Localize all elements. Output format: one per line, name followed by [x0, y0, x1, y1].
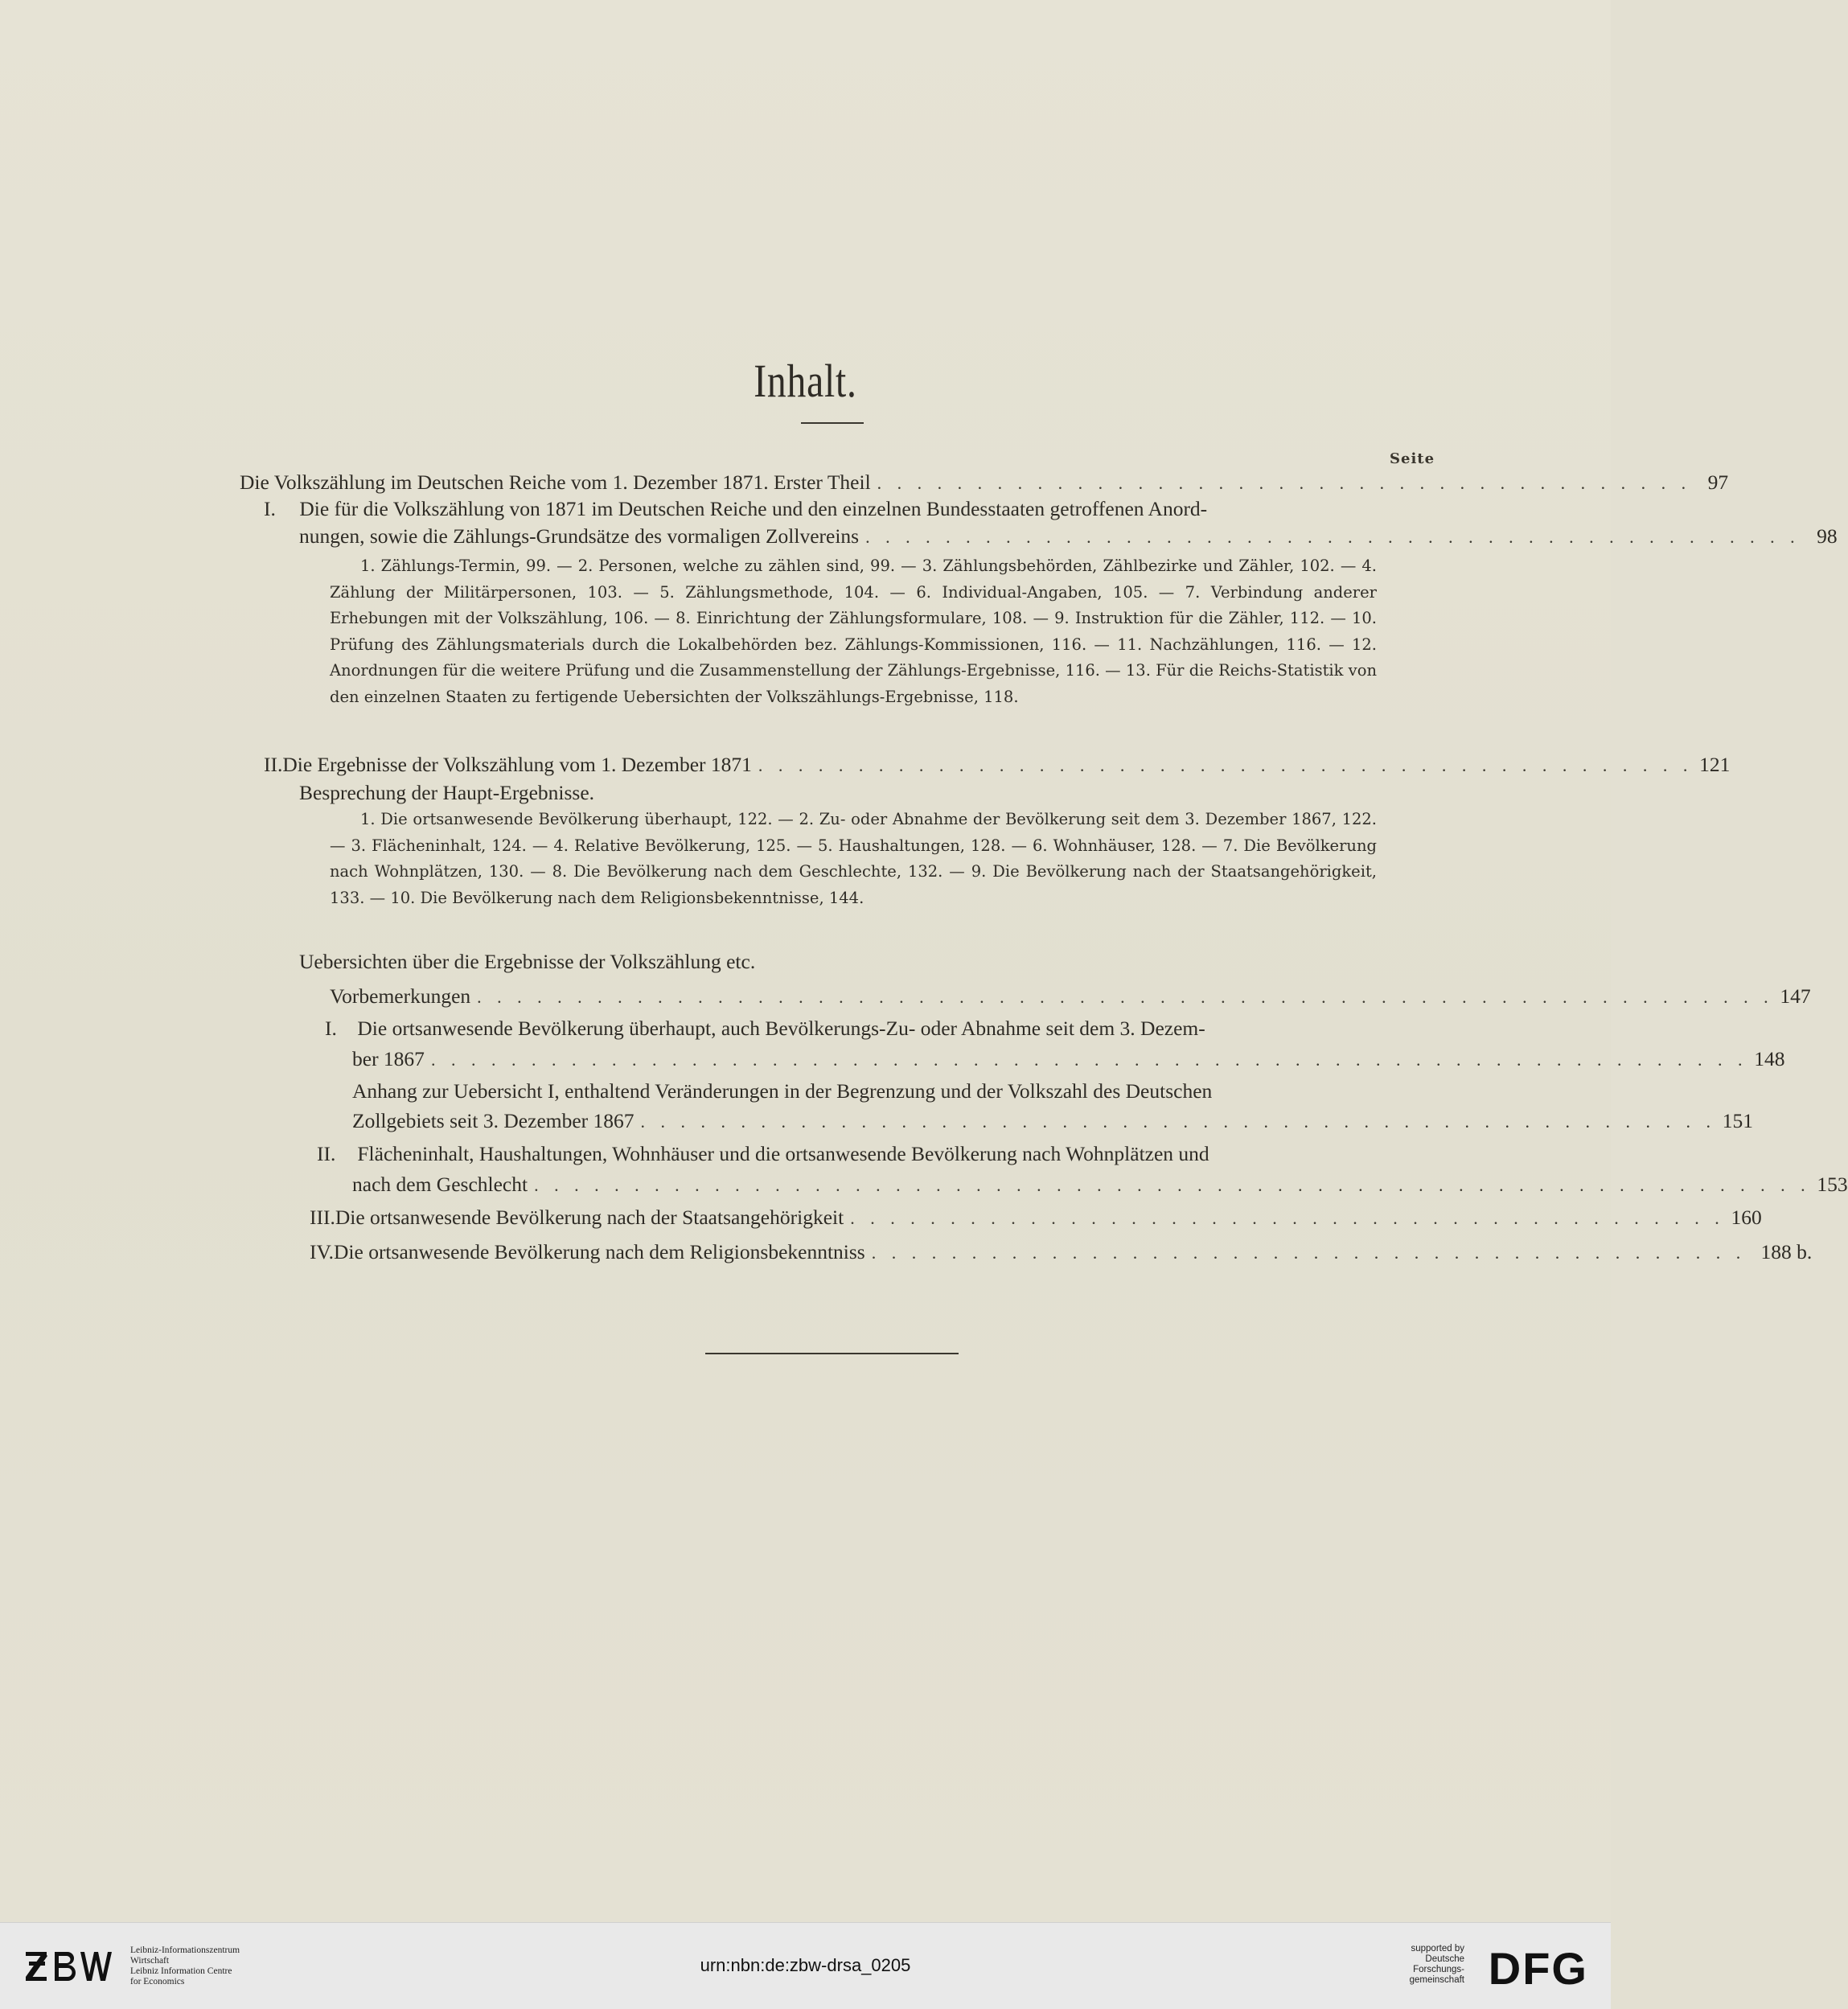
toc-entry-sec2: [264, 752, 1731, 779]
toc-entry-sec1-line1: [264, 496, 1383, 522]
toc-entry-text: nach dem Geschlecht: [352, 1173, 528, 1196]
leader-dots: . . . . . . . . . . . . . . . . . . . . . . . . . . . . . . . . . . . . . . . . . . . .: [850, 1208, 1725, 1228]
page-number: 160: [1731, 1206, 1762, 1229]
page-number: 98: [1817, 524, 1838, 548]
page-number: 148: [1754, 1047, 1785, 1070]
toc-entry-sec1-line2: [299, 524, 1838, 550]
toc-entry-text: Die ortsanwesende Bevölkerung nach der Staatsangehörigkeit: [335, 1206, 844, 1229]
leader-dots: . . . . . . . . . . . . . . . . . . . . . . . . . . . . . . . . . . . . . . . . . . . . . . .: [865, 527, 1801, 547]
leader-dots: . . . . . . . . . . . . . . . . . . . . . . . . . . . . . . . . . . . . . . . . . . . . . . . . . . . . . .: [640, 1111, 1717, 1132]
dfg-logo: DFG: [1488, 1943, 1588, 1994]
toc-entry-text: Zollgebiets seit 3. Dezember 1867: [352, 1109, 634, 1132]
roman-numeral: II.: [264, 753, 283, 776]
roman-numeral: I.: [325, 1017, 337, 1040]
toc-entry-text: Vorbemerkungen: [330, 984, 471, 1008]
dfg-caption-line: gemeinschaft: [1409, 1975, 1464, 1985]
toc-entry-anhang-line1: Anhang zur Uebersicht I, enthaltend Veränderungen in der Begrenzung und der Volkszahl des Deutschen: [352, 1079, 1213, 1103]
section-heading-uebersichten: Uebersichten über die Ergebnisse der Volkszählung etc.: [299, 950, 756, 973]
zbw-caption-line: for Economics: [130, 1977, 185, 1986]
toc-entry-u2-line1: [317, 1141, 1383, 1167]
toc-entry-text: nungen, sowie die Zählungs-Grundsätze des vormaligen Zollvereins: [299, 524, 860, 548]
dfg-caption-line: Deutsche: [1425, 1954, 1464, 1964]
toc-entry-text: Flächeninhalt, Haushaltungen, Wohnhäuser und die ortsanwesende Bevölkerung nach Wohnplätzen und: [357, 1142, 1209, 1165]
dfg-caption-line: supported by: [1411, 1944, 1464, 1954]
roman-numeral: III.: [310, 1206, 335, 1229]
leader-dots: . . . . . . . . . . . . . . . . . . . . . . . . . . . . . . . . . . . . . . . . . . . . . . . . . . . . . . . . . . . . . . . .: [534, 1175, 1811, 1195]
page-number: 151: [1722, 1109, 1754, 1132]
leader-dots: . . . . . . . . . . . . . . . . . . . . . . . . . . . . . . . . . . . . . . . . . . . . . . .: [758, 755, 1694, 775]
page-number: 147: [1780, 984, 1811, 1008]
toc-entry-u2-line2: [352, 1172, 1848, 1198]
page-number: 153: [1817, 1173, 1848, 1196]
toc-entry-u4: [310, 1239, 1813, 1266]
section-heading-besprechung: Besprechung der Haupt-Ergebnisse.: [299, 781, 595, 804]
toc-entry-u1-line2: [352, 1046, 1785, 1073]
page-title: Inhalt.: [754, 355, 857, 407]
toc-entry-u1-line1: [325, 1016, 1383, 1041]
toc-entry-vorbemerkungen: [330, 984, 1811, 1010]
toc-entry-text: Die ortsanwesende Bevölkerung nach dem Religionsbekenntniss: [334, 1240, 865, 1263]
toc-entry-text: Die ortsanwesende Bevölkerung überhaupt, auch Bevölkerungs-Zu- oder Abnahme seit dem 3. Dezem-: [357, 1017, 1205, 1040]
page-number: 188 b.: [1760, 1240, 1813, 1263]
page-number: 121: [1699, 753, 1731, 776]
leader-dots: . . . . . . . . . . . . . . . . . . . . . . . . . . . . . . . . . . . . . . . . . . . . . . . . . . . . . . . . . . . . . . . . .: [477, 987, 1774, 1007]
leader-dots: . . . . . . . . . . . . . . . . . . . . . . . . . . . . . . . . . . . . . . . . . . . .: [871, 1243, 1747, 1263]
toc-entry-main: [240, 470, 1729, 496]
zbw-caption-line: Leibniz Information Centre: [130, 1966, 232, 1976]
zbw-caption-line: Leibniz-Informationszentrum: [130, 1945, 240, 1955]
page-number: 97: [1707, 470, 1729, 494]
toc-entry-anhang-line2: [352, 1108, 1754, 1135]
roman-numeral: I.: [264, 497, 276, 520]
roman-numeral: IV.: [310, 1240, 334, 1263]
leader-dots: . . . . . . . . . . . . . . . . . . . . . . . . . . . . . . . . . . . . . . . . . . . . . . . . . . . . . . . . . . . . . . . . . .: [430, 1050, 1748, 1070]
urn-identifier: urn:nbn:de:zbw-drsa_0205: [700, 1955, 911, 1975]
seite-column-label: Seite: [1390, 450, 1435, 467]
dfg-caption-line: Forschungs-: [1413, 1965, 1464, 1974]
leader-dots: . . . . . . . . . . . . . . . . . . . . . . . . . . . . . . . . . . . . . . . . .: [877, 473, 1692, 493]
toc-entry-text: Die Ergebnisse der Volkszählung vom 1. Dezember 1871: [282, 753, 752, 776]
toc-entry-u3: [310, 1205, 1762, 1231]
toc-entry-text: Die für die Volkszählung von 1871 im Deutschen Reiche und den einzelnen Bundesstaaten getroffenen Anord-: [299, 497, 1208, 520]
toc-entry-text: ber 1867: [352, 1047, 425, 1070]
zbw-caption-line: Wirtschaft: [130, 1956, 170, 1966]
toc-entry-text: Die Volkszählung im Deutschen Reiche vom 1. Dezember 1871. Erster Theil: [240, 470, 871, 494]
toc-subitems-sec1: 1. Zählungs-Termin, 99. — 2. Personen, welche zu zählen sind, 99. — 3. Zählungsbehörden, Zählbezirke und Zähler, 102. — 4. Zählung der Militärpersonen, 103. — 5. Zählungsmethode, 104. — 6. Individual-Angaben, 105. — 7. Verbindung anderer Erhebungen mit der Volkszählung, 106. — 8. Einrichtung der Zählungsformulare, 108. — 9. Instruktion für die Zähler, 112. — 10. Prüfung des Zählungsmaterials durch die Lokalbehörden bez. Zählungs-Kommissionen, 116. — 11. Nachzählungen, 116. — 12. Anordnungen für die weitere Prüfung und die Zusammenstellung der Zählungs-Ergebnisse, 116. — 13. Für die Reichs-Statistik von den einzelnen Staaten zu fertigende Uebersichten der Volkszählungs-Ergebnisse, 118.: [330, 557, 1377, 706]
toc-subitems-sec2: 1. Die ortsanwesende Bevölkerung überhaupt, 122. — 2. Zu- oder Abnahme der Bevölkerung seit dem 3. Dezember 1867, 122. — 3. Flächeninhalt, 124. — 4. Relative Bevölkerung, 125. — 5. Haushaltungen, 128. — 6. Wohnhäuser, 128. — 7. Die Bevölkerung nach Wohnplätzen, 130. — 8. Die Bevölkerung nach dem Geschlechte, 132. — 9. Die Bevölkerung nach der Staatsangehörigkeit, 133. — 10. Die Bevölkerung nach dem Religionsbekenntnisse, 144.: [330, 810, 1377, 907]
roman-numeral: II.: [317, 1142, 336, 1165]
closing-rule: [705, 1353, 959, 1354]
title-rule: [801, 422, 864, 424]
footer-bar: [0, 1922, 1611, 2009]
dfg-caption: [1410, 1944, 1464, 1986]
